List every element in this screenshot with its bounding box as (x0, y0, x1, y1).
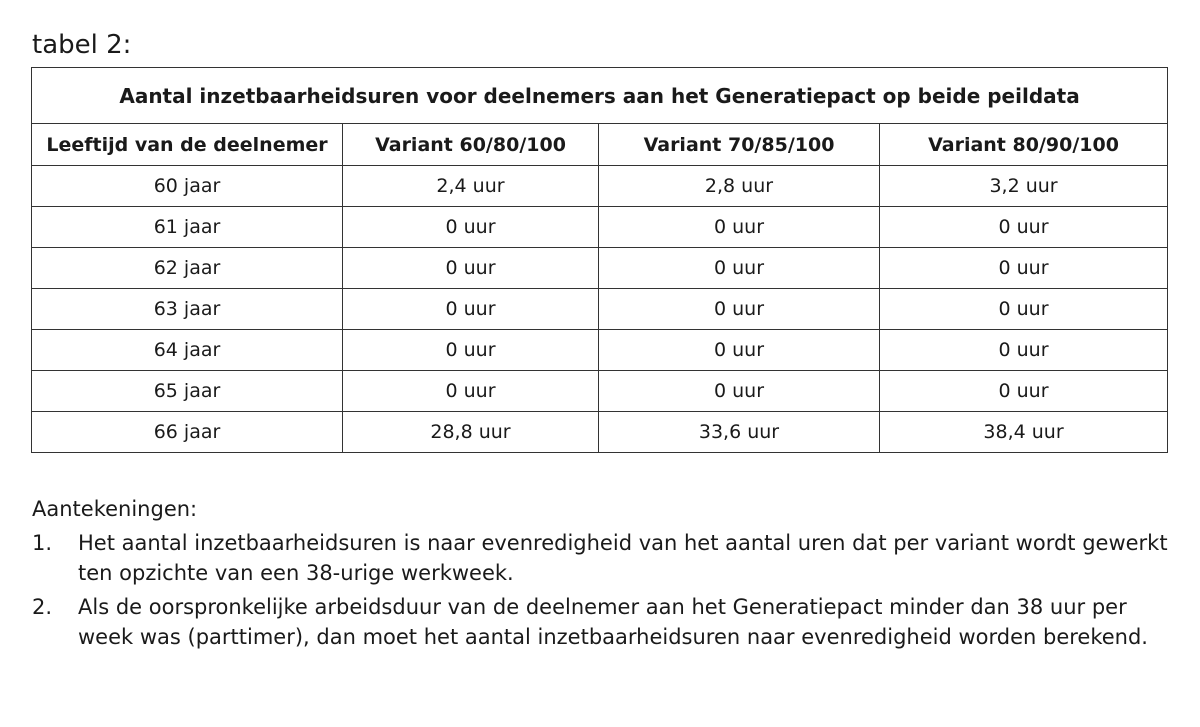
table-cell-age: 60 jaar (32, 166, 343, 207)
table-cell: 0 uur (343, 207, 599, 248)
table-cell: 0 uur (880, 207, 1168, 248)
table-cell: 0 uur (343, 371, 599, 412)
document-title: tabel 2: (32, 30, 132, 60)
column-header-variant-80-90-100: Variant 80/90/100 (880, 124, 1168, 166)
table-cell-age: 65 jaar (32, 371, 343, 412)
table-caption: Aantal inzetbaarheidsuren voor deelnemers aan het Generatiepact op beide peildata (32, 68, 1168, 124)
table-cell: 0 uur (880, 371, 1168, 412)
table-cell: 0 uur (343, 289, 599, 330)
table-cell: 38,4 uur (880, 412, 1168, 453)
table-row (32, 412, 1168, 453)
table-cell-age: 62 jaar (32, 248, 343, 289)
table-cell: 0 uur (880, 248, 1168, 289)
table-cell: 2,4 uur (343, 166, 599, 207)
table-cell: 0 uur (599, 371, 880, 412)
note-item (32, 592, 1182, 652)
table-row (32, 371, 1168, 412)
table-cell: 0 uur (599, 207, 880, 248)
note-number: 2. (32, 595, 53, 619)
table-cell: 0 uur (880, 289, 1168, 330)
table-row (32, 207, 1168, 248)
column-header-variant-70-85-100: Variant 70/85/100 (599, 124, 880, 166)
table-row (32, 330, 1168, 371)
table-cell: 0 uur (343, 330, 599, 371)
hours-table (31, 67, 1168, 453)
table-cell-age: 63 jaar (32, 289, 343, 330)
table-cell: 0 uur (599, 248, 880, 289)
table-cell: 3,2 uur (880, 166, 1168, 207)
table-row (32, 289, 1168, 330)
table-cell: 0 uur (880, 330, 1168, 371)
notes-list (32, 528, 1182, 652)
table-cell: 0 uur (599, 330, 880, 371)
note-text: Het aantal inzetbaarheidsuren is naar evenredigheid van het aantal uren dat per variant wordt gewerkt ten opzichte van een 38-urige werkweek. (78, 531, 1168, 585)
column-header-variant-60-80-100: Variant 60/80/100 (343, 124, 599, 166)
table-cell: 33,6 uur (599, 412, 880, 453)
table-cell-age: 66 jaar (32, 412, 343, 453)
table-cell: 28,8 uur (343, 412, 599, 453)
note-text: Als de oorspronkelijke arbeidsduur van de deelnemer aan het Generatiepact minder dan 38 uur per week was (parttimer), dan moet het aantal inzetbaarheidsuren naar evenredigheid worden berekend. (78, 595, 1148, 649)
table-cell: 0 uur (343, 248, 599, 289)
table-header-row (32, 124, 1168, 166)
table-cell-age: 64 jaar (32, 330, 343, 371)
notes-section (32, 494, 1182, 656)
table-cell: 2,8 uur (599, 166, 880, 207)
table-cell-age: 61 jaar (32, 207, 343, 248)
table-row (32, 166, 1168, 207)
note-item (32, 528, 1182, 588)
notes-heading: Aantekeningen: (32, 497, 198, 521)
column-header-age: Leeftijd van de deelnemer (32, 124, 343, 166)
table-cell: 0 uur (599, 289, 880, 330)
table-row (32, 248, 1168, 289)
note-number: 1. (32, 531, 53, 555)
